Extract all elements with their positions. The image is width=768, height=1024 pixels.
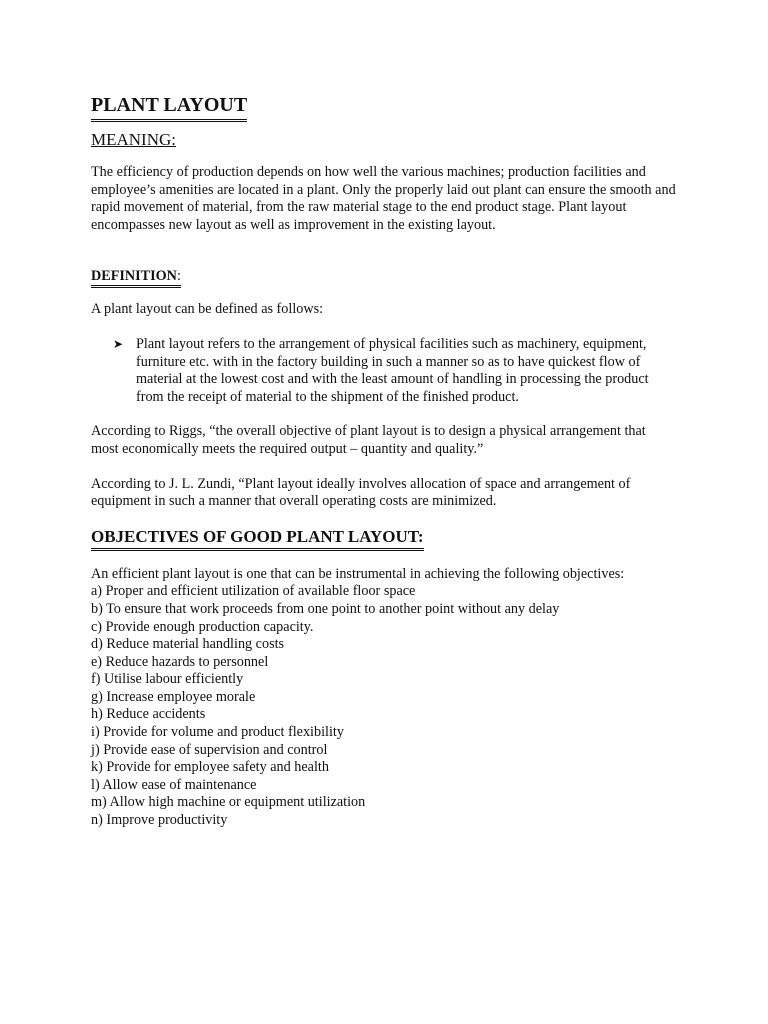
list-item: d) Reduce material handling costs <box>91 636 285 653</box>
list-item: h) Reduce accidents <box>91 706 206 723</box>
list-item: m) Allow high machine or equipment utilization <box>91 794 366 811</box>
objectives-heading: OBJECTIVES OF GOOD PLANT LAYOUT: <box>91 526 424 551</box>
list-item: a) Proper and efficient utilization of available floor space <box>91 583 416 600</box>
list-item: i) Provide for volume and product flexibility <box>91 724 344 741</box>
list-item: e) Reduce hazards to personnel <box>91 653 269 670</box>
objectives-intro: An efficient plant layout is one that can be instrumental in achieving the following objectives: <box>91 565 625 582</box>
meaning-paragraph: The efficiency of production depends on how well the various machines; production facilities and employee’s amenities are located in a plant. Only the properly laid out plant can ensure the smooth and rapid movement of material, from the raw material stage to the end product stage. Plant layout encompasses new layout as well as improvement in the existing layout. <box>91 164 676 233</box>
objectives-list <box>91 583 676 829</box>
list-item: c) Provide enough production capacity. <box>91 618 314 635</box>
definition-heading <box>91 267 181 288</box>
list-item: l) Allow ease of maintenance <box>91 776 257 793</box>
list-item: n) Improve productivity <box>91 812 228 829</box>
definition-heading-text: DEFINITION <box>91 268 177 285</box>
list-item: f) Utilise labour efficiently <box>91 671 244 688</box>
definition-bullet-list <box>91 336 676 406</box>
bullet-text: Plant layout refers to the arrangement of physical facilities such as machinery, equipment, furniture etc. with in the factory building in such a manner so as to have quickest flow of material at the lowest cost and with the least amount of handling in processing the product from the receipt of material to the shipment of the finished product. <box>136 335 649 405</box>
list-item <box>91 336 676 406</box>
meaning-heading: MEANING: <box>91 130 176 149</box>
list-item: g) Increase employee morale <box>91 688 256 705</box>
definition-heading-colon: : <box>176 268 181 285</box>
list-item: b) To ensure that work proceeds from one point to another point without any delay <box>91 600 560 617</box>
page-title: PLANT LAYOUT <box>91 92 247 122</box>
list-item: k) Provide for employee safety and health <box>91 759 329 776</box>
zundi-quote: According to J. L. Zundi, “Plant layout ideally involves allocation of space and arrangement of equipment in such a manner that overall operating costs are minimized. <box>91 475 631 510</box>
document-page <box>91 92 676 830</box>
arrowhead-bullet-icon: ➤ <box>113 336 124 351</box>
definition-intro: A plant layout can be defined as follows: <box>91 301 324 318</box>
list-item: j) Provide ease of supervision and control <box>91 741 328 758</box>
riggs-quote: According to Riggs, “the overall objective of plant layout is to design a physical arrangement that most economically meets the required output – quantity and quality.” <box>91 423 646 457</box>
